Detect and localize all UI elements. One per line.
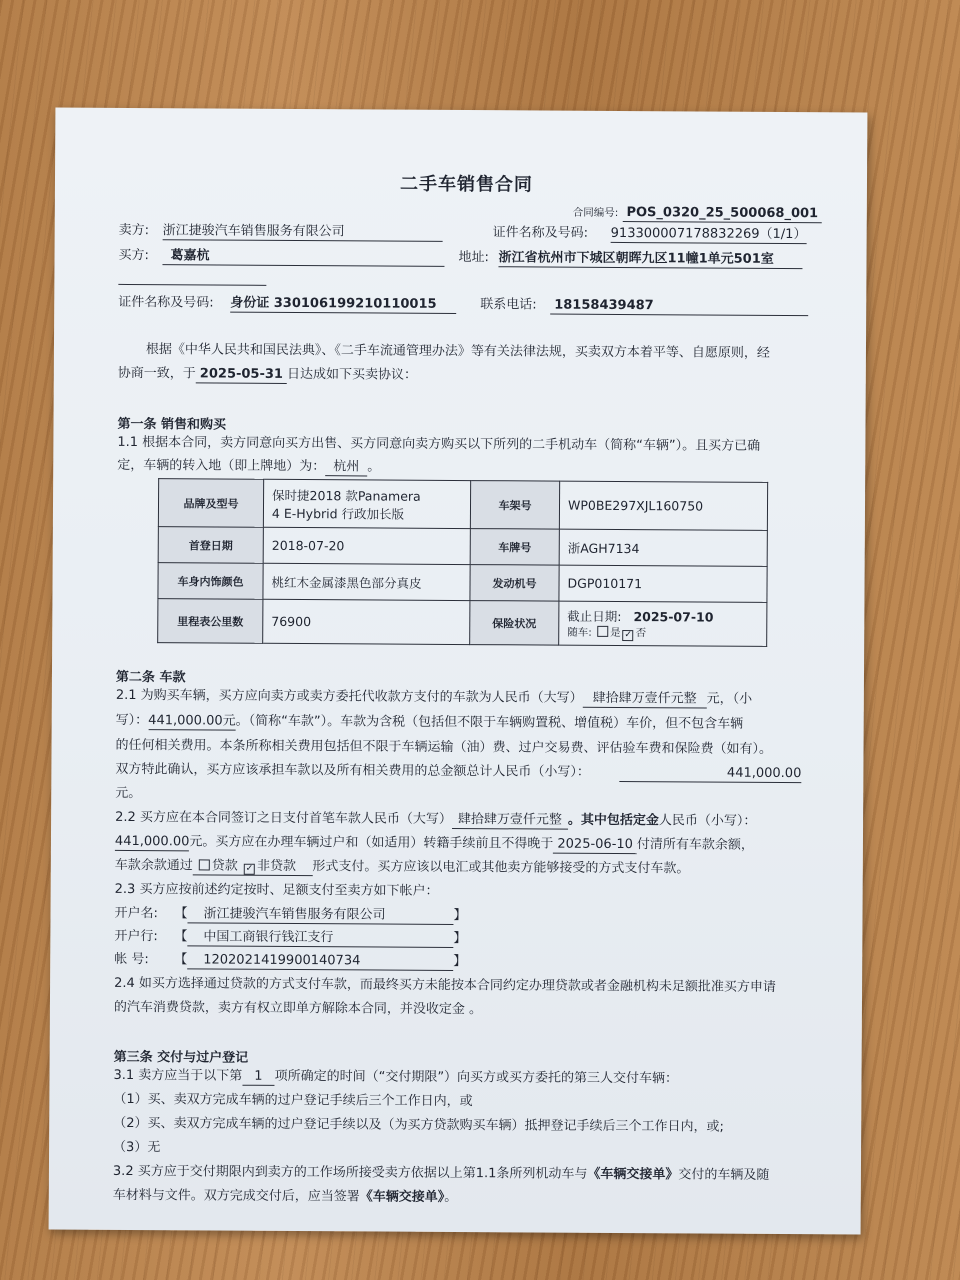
first-payment-upper: 肆拾肆万壹仟元整 bbox=[452, 812, 568, 830]
article-2-2-line-3: 车款余款通过 贷款 ✓ 非贷款 形式支付。买方应该以电汇或其他卖方能够接受的方式支付车款。 bbox=[114, 857, 690, 877]
article-3-2-line-1: 3.2 买方应于交付期限内到卖方的工作场所接受卖方依据以上第1.1条所列机动车与《车辆交接单》交付的车辆及随 bbox=[112, 1163, 770, 1183]
table-row bbox=[158, 599, 767, 647]
buyer-id: 身份证 330106199210110015 bbox=[230, 296, 456, 314]
intro-line-1: 根据《中华人民共和国民法典》、《二手车流通管理办法》等有关法律法规，买卖双方本着平等、自愿原则，经 bbox=[145, 342, 771, 361]
account-name-label: 开户名: bbox=[114, 905, 158, 922]
seller-id-label: 证件名称及号码: bbox=[492, 225, 589, 241]
contract-title: 二手车销售合同 bbox=[399, 173, 534, 196]
delivery-item-number: 1 bbox=[242, 1069, 274, 1086]
account-number-row: 【 1202021419900140734 】 bbox=[174, 952, 467, 970]
mileage-value: 76900 bbox=[263, 599, 470, 644]
price-upper: 肆拾肆万壹仟元整 bbox=[583, 691, 707, 709]
article-2-3: 2.3 买方应按前述约定按时、足额支付至卖方如下帐户： bbox=[114, 881, 439, 899]
vehicle-info-table bbox=[157, 478, 768, 647]
article-2-1-line-1: 2.1 为购买车辆，买方应向卖方或卖方委托代收款方支付的车款为人民币（大写） 肆拾肆万壹仟元整 元，（小 bbox=[115, 687, 753, 707]
article-2-1-line-4: 双方特此确认，买方应该承担车款以及所有相关费用的总金额总计人民币（小写）： bbox=[115, 761, 590, 780]
delivery-option-1: （1）买、卖双方完成车辆的过户登记手续后三个工作日内，或 bbox=[113, 1091, 473, 1110]
blank-line bbox=[118, 284, 266, 286]
contract-number-row: 合同编号: POS_0320_25_500068_001 bbox=[573, 205, 822, 224]
reg-date-value: 2018-07-20 bbox=[263, 527, 470, 564]
first-payment-lower: 441,000.00 bbox=[114, 833, 190, 850]
delivery-option-3: （3）无 bbox=[113, 1139, 161, 1156]
seller-id: 913300007178832269（1/1） bbox=[611, 226, 807, 244]
buyer-label: 买方: bbox=[118, 247, 149, 264]
article-2-1-line-3: 的任何相关费用。本条所称相关费用包括但不限于车辆运输（油）费、过户交易费、评估验车费和保险费（如有）。 bbox=[115, 737, 773, 757]
article-2-2-line-1: 2.2 买方应在本合同签订之日支付首笔车款人民币（大写） 肆拾肆万壹仟元整 。其中包括定金人民币（小写）： bbox=[115, 809, 757, 829]
contract-number: POS_0320_25_500068_001 bbox=[622, 205, 822, 223]
engine-value: DGP010171 bbox=[559, 565, 767, 602]
color-label: 车身内饰颜色 bbox=[158, 563, 263, 600]
insurance-deadline: 2025-07-10 bbox=[633, 608, 714, 625]
vin-value: WP0BE297XJL160750 bbox=[559, 481, 767, 530]
table-row bbox=[158, 527, 767, 567]
seller-label: 卖方: bbox=[118, 222, 150, 239]
engine-label: 发动机号 bbox=[470, 565, 559, 602]
insurance-value: 截止日期: 2025-07-10 随车: 是 ✓ 否 bbox=[559, 601, 767, 646]
article-2-heading: 第二条 车款 bbox=[115, 669, 186, 686]
article-2-4-line-2: 的汽车消费贷款，卖方有权立即单方解除本合同，并没收定金 。 bbox=[113, 999, 483, 1018]
account-bank-row: 【 中国工商银行钱江支行 】 bbox=[174, 929, 467, 947]
buyer-id-label: 证件名称及号码: bbox=[118, 294, 214, 311]
contract-page bbox=[49, 108, 868, 1235]
article-3-1: 3.1 卖方应当于以下第 1 项所确定的时间（“交付期限”）向买方或买方委托的第三人交付车辆： bbox=[113, 1067, 679, 1087]
agreement-date: 2025-05-31 bbox=[196, 366, 287, 384]
plate-label: 车牌号 bbox=[470, 529, 559, 566]
article-2-1-line-5: 元。 bbox=[115, 785, 142, 802]
intro-line-2: 协商一致，于 2025-05-31 日达成如下买卖协议： bbox=[117, 365, 418, 383]
article-3-heading: 第三条 交付与过户登记 bbox=[113, 1049, 249, 1066]
mileage-label: 里程表公里数 bbox=[158, 599, 263, 644]
checkbox-yes bbox=[597, 625, 608, 636]
account-name: 浙江捷骏汽车销售服务有限公司 bbox=[187, 906, 453, 925]
article-3-2-line-2: 车材料与文件。双方完成交付后，应当签署《车辆交接单》。 bbox=[112, 1187, 458, 1206]
account-name-row: 【 浙江捷骏汽车销售服务有限公司 】 bbox=[174, 906, 467, 924]
article-2-4-line-1: 2.4 如买方选择通过贷款的方式支付车款，而最终买方未能按本合同约定办理贷款或者金融机构未足额批准买方申请 bbox=[114, 975, 776, 995]
account-number-label: 帐 号: bbox=[114, 951, 149, 968]
checkbox-loan bbox=[199, 859, 210, 870]
brand-label: 品牌及型号 bbox=[158, 479, 263, 528]
article-1-1-line-1: 1.1 根据本合同，卖方同意向买方出售、买方同意向卖方购买以下所列的二手机动车（简称“车辆”）。且买方已确 bbox=[117, 434, 761, 454]
account-number: 1202021419900140734 bbox=[187, 952, 453, 971]
brand-value: 保时捷2018 款Panamera 4 E-Hybrid 行政加长版 bbox=[263, 479, 470, 528]
insurance-label: 保险状况 bbox=[470, 601, 559, 646]
plate-value: 浙AGH7134 bbox=[559, 529, 767, 566]
buyer-name: 葛嘉杭 bbox=[162, 248, 444, 267]
payment-deadline: 2025-06-10 bbox=[553, 837, 637, 855]
phone-label: 联系电话: bbox=[480, 297, 537, 313]
article-2-1-line-2: 写）：441,000.00元。（简称“车款”）。车款为含税（包括但不限于车辆购置税、增值税）车价，但不包含车辆 bbox=[115, 712, 744, 732]
table-row bbox=[158, 563, 767, 603]
price-lower: 441,000.00元 bbox=[148, 713, 236, 729]
article-1-1-line-2: 定，车辆的转入地（即上牌地）为： 杭州 。 bbox=[117, 457, 381, 475]
table-row bbox=[158, 479, 767, 531]
reg-date-label: 首登日期 bbox=[158, 527, 263, 564]
checkbox-no-loan: ✓ bbox=[245, 863, 254, 874]
checkbox-no: ✓ bbox=[624, 629, 632, 640]
address-label: 地址: bbox=[458, 249, 489, 266]
article-2-2-line-2: 441,000.00元。买方应在办理车辆过户和（如适用）转籍手续前且不得晚于 2025-06-10 付清所有车款余额， bbox=[114, 833, 755, 853]
delivery-option-2: （2）买、卖双方完成车辆的过户登记手续以及（为买方贷款购买车辆）抵押登记手续后三个工作日内，或; bbox=[113, 1115, 724, 1135]
article-1-heading: 第一条 销售和购买 bbox=[117, 416, 227, 433]
account-bank: 中国工商银行钱江支行 bbox=[187, 929, 453, 948]
account-bank-label: 开户行: bbox=[114, 928, 158, 945]
total-amount: 441,000.00 bbox=[619, 765, 801, 783]
registration-city: 杭州 bbox=[325, 459, 367, 476]
buyer-address: 浙江省杭州市下城区朝晖九区11幢1单元501室 bbox=[498, 250, 802, 269]
color-value: 桃红木金属漆黑色部分真皮 bbox=[263, 563, 470, 600]
seller-name: 浙江捷骏汽车销售服务有限公司 bbox=[163, 223, 443, 242]
vin-label: 车架号 bbox=[470, 481, 559, 530]
buyer-phone: 18158439487 bbox=[550, 298, 808, 317]
